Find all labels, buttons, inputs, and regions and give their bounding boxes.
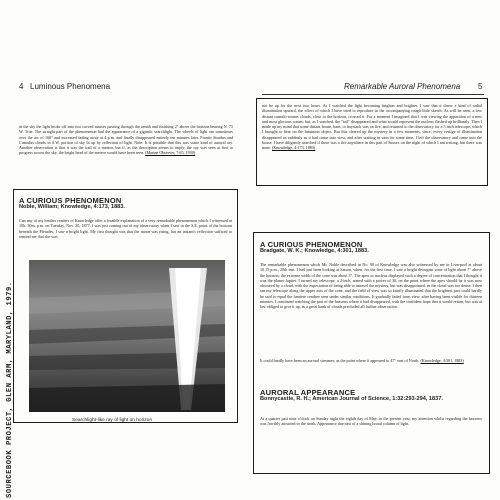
left-top-excerpt-text: in the sky the light broke off into two curved masses passing through the zenith and finishing 2° above the horizon bearing N. 75 W. True. The straight part of the phenomenon had the appearance of a gigantic searchlight. The wheels of light ran sometimes over the arc of 160° and increased fading away at 4 p.m. and finally disappeared entirely ten minutes later. Frantic Sturdus and Cumulus clouds in S.W. portion of sky lit up by reflection of light. Note: It is possible that this was some kind of auroral ray. Another observation is that it was the trail of a meteor, but if, as the description seems to imply, the ray was seen at first to progress across the sky, the bright head of the meteor would have been seen. xyxy=(19,124,233,156)
left-page-number: 4 xyxy=(19,82,24,91)
left-top-excerpt xyxy=(19,124,233,176)
right-article-body: The remarkable phenomenon which Mr. Noble described in No. 90 of Knowledge was also witnessed by me in Liverpool at about 10.15 p.m., 20th inst. I had just been looking at Saturn, when, for the first time, I saw a bright divergent cone of light about 7° above the horizon; the extreme width of the cone was about 3°. The apex or nucleus displayed such a degree of concentration that I thought it was the planet Jupiter. I turned my telescope, a 2-inch, armed with a power of 30, on the point where the apex should be it was now obscured by a cloud, with the expectation of being able to unravel the mystery, but was disappointed, as the cloud was too dense. I then ran my telescope along the upper axis of the cone, and the field of view was so faintly illuminated that the brightest part could hardly be said to equal the lumiere cendree seen under similar conditions. It gradually faded from view, after having been visible for thirteen minutes. I continued watching the part of the heavens where it had disappeared, with the confident hope that it would return, but was at last obliged to give it up, as a great bank of clouds precluded all further observation. xyxy=(260,262,482,310)
left-article-byline: Noble, William; Knowledge, 4:173, 1883. xyxy=(19,204,125,210)
left-page-header: Luminous Phenomena xyxy=(30,82,111,91)
right-article-source: (Knowledge, 4:301, 1883) xyxy=(420,358,464,363)
side-note: SOURCEBOOK PROJECT, GLEN ARM, MARYLAND, 1979. xyxy=(6,281,14,498)
right-page-number: 5 xyxy=(478,82,483,91)
right-top-excerpt-text: not be up for the next two hours. As I watched the light becoming brighter and brighter, I saw that it threw a kind of radial illumination upward, the effect of which I have tried to reproduce in the accompanying rough little sketch. As will be seen, a few distant cumulo-stratus clouds, close to the horizon, crossed it. For a moment I imagined that I was viewing the apparition of a new and most glorious comet; but, as I watched, the "tail" disappeared and what would represent the nucleus flashed up brilliantly. Then I made up my mind that some distant house, barn, or haystack was on fire, and returned to the observatory for a 5 inch telescope, which I brought to bear on the luminous object. But this cleared up the mystery in a few moments, since, every vestige of illumination disappeared as suddenly as it had come into view, and after waiting in vain for some time, I left the observatory and came into the house. I have diligently searched if there was a fire anywhere in this part of Sussex on the night of which I am writing, but there was none. xyxy=(262,103,482,151)
right-page-header: Remarkable Auroral Phenomena xyxy=(344,82,461,91)
right-header-rule xyxy=(262,94,484,95)
auroral-appearance-byline: Bonnycastle, R. H.; American Journal of Science, 1:32:293-294, 1837. xyxy=(260,396,443,402)
left-top-excerpt-source: (Marine Observer, 7:65, 1930) xyxy=(145,150,196,156)
auroral-appearance-title: AURORAL APPEARANCE xyxy=(260,388,356,397)
right-top-excerpt xyxy=(262,103,482,183)
right-article-byline: Bradgate, W. K.; Knowledge, 4:301, 1883. xyxy=(260,248,369,254)
right-article-note xyxy=(260,358,482,375)
left-article-title: A CURIOUS PHENOMENON xyxy=(19,196,122,205)
right-top-excerpt-source: (Knowledge, 4:173, 1883) xyxy=(272,145,316,151)
photo-caption: Searchlight-like ray of light on horizon xyxy=(72,418,152,423)
searchlight-illustration xyxy=(29,260,225,412)
auroral-appearance-body: At a quarter past nine o'clock on Sunday night the eighth day of May, in the present year, my attention whilst regarding the heavens was forcibly attracted to the north. Appearance due east of a shining broad column of light. xyxy=(260,416,482,427)
right-article-note-text: It could hardly have been an auroral streamer, as the point where it appeared to 47° east of North. xyxy=(260,358,420,363)
left-article-body: Can any of my brother readers of Knowledge offer a feasible explanation of a very remarkable phenomenon which I witnessed at 10h. 30m. p.m. on Tuesday, Nov. 20, 1877. I was just coming out of my observatory when I saw in the S.E. point of the horizon beneath the Pleiades, I saw a bright light. My first thought was that the moon was rising, but an instant's reflection sufficed to remind me that she was xyxy=(19,218,232,239)
right-article-title: A CURIOUS PHENOMENON xyxy=(260,240,363,249)
searchlight-photo xyxy=(29,260,225,412)
